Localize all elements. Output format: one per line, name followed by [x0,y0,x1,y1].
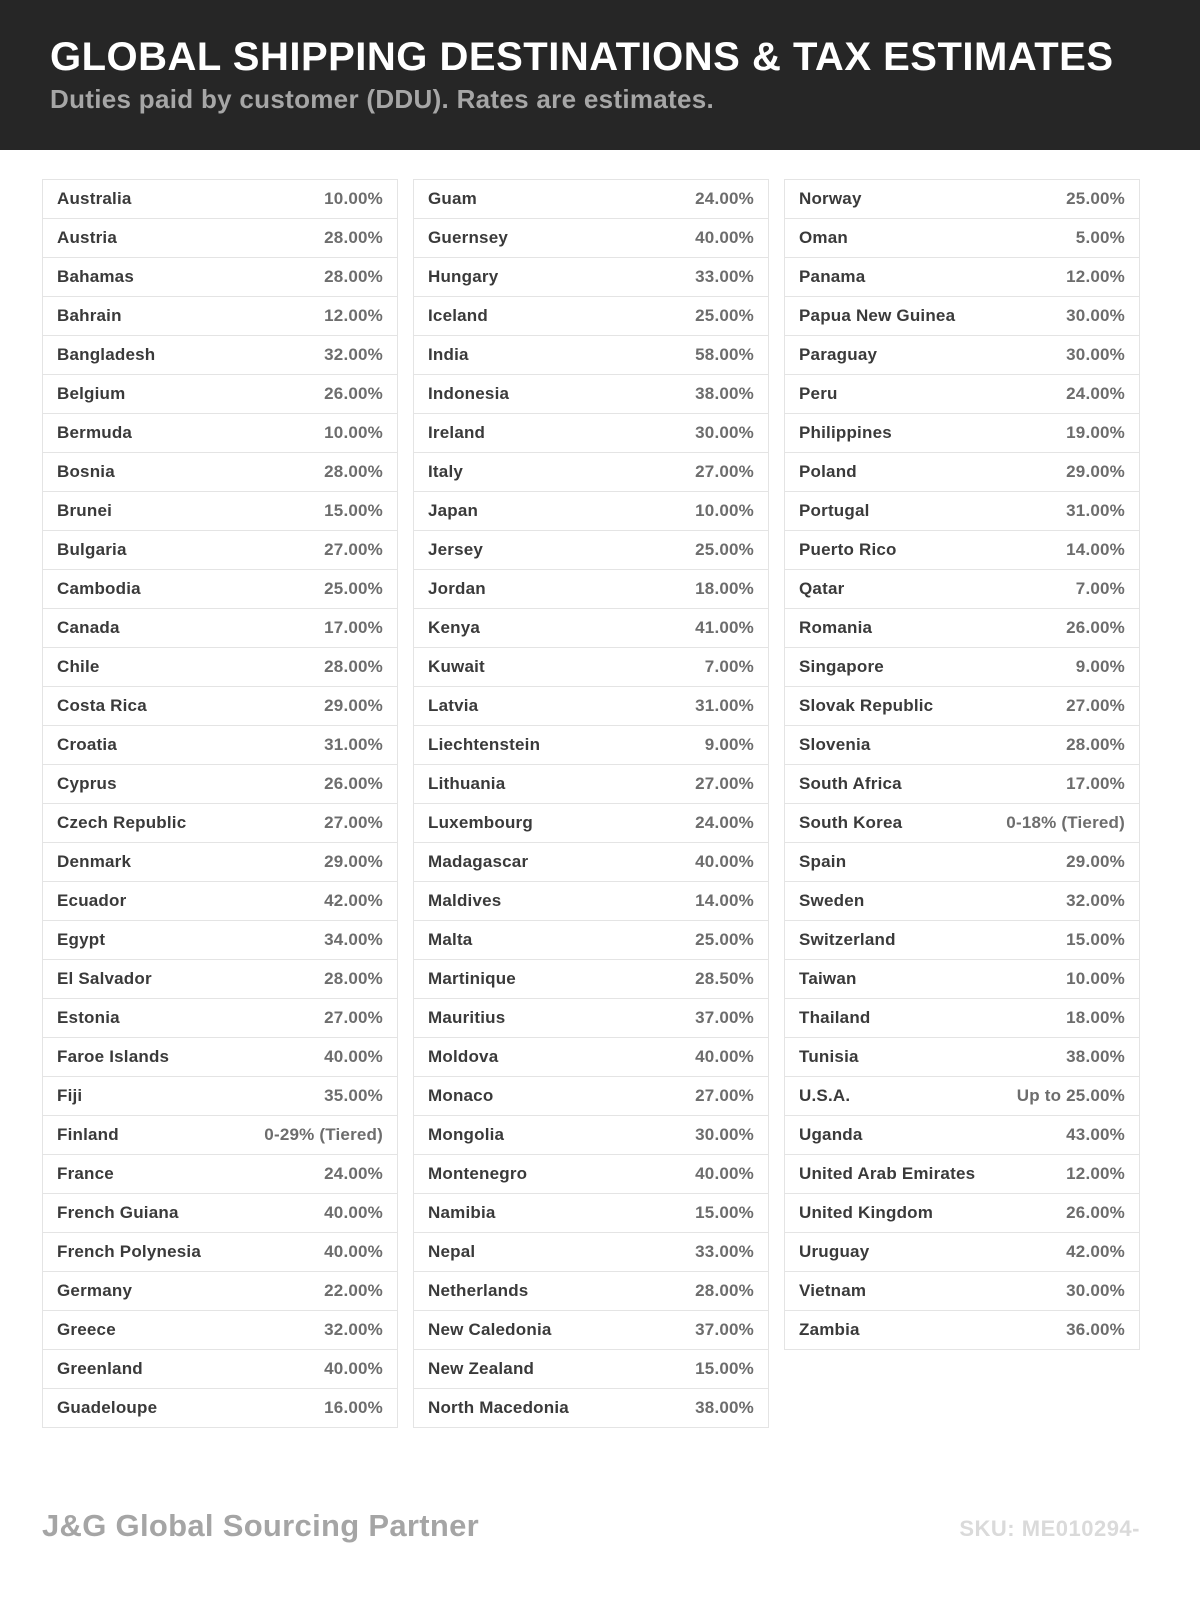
table-row [414,1350,768,1389]
country-name: Mongolia [428,1125,505,1144]
table-row [414,843,768,882]
country-name: Namibia [428,1203,496,1222]
country-name: Zambia [799,1320,860,1339]
table-row [785,648,1139,687]
tax-rate: 31.00% [1066,501,1125,520]
tax-rate: 25.00% [1066,189,1125,208]
tax-rate: 27.00% [695,1086,754,1105]
table-row [414,609,768,648]
country-name: Bangladesh [57,345,156,364]
table-row [785,453,1139,492]
table-row [43,1077,397,1116]
tax-rate: 24.00% [695,189,754,208]
tax-rate: 30.00% [695,423,754,442]
table-row [414,1233,768,1272]
tax-rate: 10.00% [324,189,383,208]
table-row [785,258,1139,297]
tax-rate: 41.00% [695,618,754,637]
tax-rate: 16.00% [324,1398,383,1417]
country-name: Canada [57,618,120,637]
country-name: Greece [57,1320,116,1339]
country-name: United Arab Emirates [799,1164,976,1183]
table-row [785,687,1139,726]
table-row [785,375,1139,414]
tax-rate: 29.00% [1066,852,1125,871]
table-row [414,414,768,453]
table-row [785,219,1139,258]
tax-rate: 22.00% [324,1281,383,1300]
tax-rate: 25.00% [695,306,754,325]
country-name: Paraguay [799,345,878,364]
table-row [43,960,397,999]
tax-rate: 29.00% [1066,462,1125,481]
country-name: Switzerland [799,930,896,949]
tax-rate: 35.00% [324,1086,383,1105]
country-name: Montenegro [428,1164,528,1183]
table-row [414,219,768,258]
table-row [414,882,768,921]
table-row [414,258,768,297]
table-row [785,1233,1139,1272]
table-row [785,804,1139,843]
tax-rate: 17.00% [324,618,383,637]
table-row [43,375,397,414]
table-row [43,1389,397,1428]
table-row [785,726,1139,765]
table-row [414,1194,768,1233]
country-name: Slovak Republic [799,696,934,715]
tax-rate: 25.00% [324,579,383,598]
country-name: Denmark [57,852,132,871]
tax-rate: 43.00% [1066,1125,1125,1144]
tax-rate: 10.00% [695,501,754,520]
table-row [414,1077,768,1116]
table-row [785,999,1139,1038]
table-row [785,336,1139,375]
tax-rate: 42.00% [324,891,383,910]
country-name: Moldova [428,1047,499,1066]
tax-rate: 7.00% [1075,579,1125,598]
country-name: Norway [799,189,862,208]
tax-rate: 27.00% [324,540,383,559]
tax-rate: 37.00% [695,1008,754,1027]
table-row [785,1272,1139,1311]
country-name: Guadeloupe [57,1398,158,1417]
tax-rate: 28.00% [1066,735,1125,754]
table-row [43,336,397,375]
table-row [43,297,397,336]
tax-rate: 30.00% [1066,345,1125,364]
tax-rate: Up to 25.00% [1016,1086,1125,1105]
country-name: Papua New Guinea [799,306,956,325]
page-title: GLOBAL SHIPPING DESTINATIONS & TAX ESTIMATES [50,35,1114,80]
table-row [414,726,768,765]
table-row [43,1350,397,1389]
tax-rate: 38.00% [695,1398,754,1417]
tax-rate: 9.00% [704,735,754,754]
tax-rate: 26.00% [324,774,383,793]
tax-rate: 25.00% [695,930,754,949]
country-name: Jordan [428,579,486,598]
country-name: South Korea [799,813,903,832]
table-row [43,531,397,570]
page-subtitle: Duties paid by customer (DDU). Rates are estimates. [50,84,715,115]
country-name: Tunisia [799,1047,859,1066]
country-name: Latvia [428,696,479,715]
tax-rate: 40.00% [324,1047,383,1066]
table-row [43,1272,397,1311]
tax-rate: 40.00% [695,228,754,247]
table-row [43,219,397,258]
table-row [785,921,1139,960]
table-row [43,180,397,219]
tax-rate: 42.00% [1066,1242,1125,1261]
country-name: Ecuador [57,891,127,910]
country-name: Croatia [57,735,117,754]
tax-rate: 32.00% [1066,891,1125,910]
country-name: North Macedonia [428,1398,569,1417]
tax-rate: 27.00% [695,462,754,481]
tax-rate: 30.00% [1066,1281,1125,1300]
country-name: Italy [428,462,464,481]
table-row [785,1077,1139,1116]
tax-rate: 7.00% [704,657,754,676]
country-name: Thailand [799,1008,871,1027]
table-row [785,960,1139,999]
table-row [43,804,397,843]
tax-rate: 40.00% [324,1359,383,1378]
table-row [414,375,768,414]
tax-rate: 9.00% [1075,657,1125,676]
country-name: Faroe Islands [57,1047,170,1066]
table-row [414,1116,768,1155]
country-name: Philippines [799,423,892,442]
country-name: Austria [57,228,117,247]
table-row [43,648,397,687]
table-row [414,960,768,999]
table-row [43,765,397,804]
tax-rate: 37.00% [695,1320,754,1339]
brand-name: J&G Global Sourcing Partner [42,1508,480,1543]
country-name: Bosnia [57,462,115,481]
table-row [43,453,397,492]
country-name: Puerto Rico [799,540,897,559]
country-name: Qatar [799,579,845,598]
table-row [785,1311,1139,1350]
country-name: Germany [57,1281,133,1300]
country-name: New Zealand [428,1359,535,1378]
tax-rate: 28.00% [324,462,383,481]
country-name: Romania [799,618,873,637]
country-name: Poland [799,462,857,481]
table-row [414,1038,768,1077]
table-row [414,336,768,375]
country-name: Uganda [799,1125,863,1144]
tax-rate: 58.00% [695,345,754,364]
tax-rate: 14.00% [1066,540,1125,559]
tax-rate: 40.00% [324,1242,383,1261]
table-row [785,570,1139,609]
tax-rate: 29.00% [324,696,383,715]
header-banner [0,0,1200,150]
table-row [414,921,768,960]
country-name: Netherlands [428,1281,529,1300]
table-row [414,453,768,492]
tax-rate: 30.00% [1066,306,1125,325]
tax-rate: 26.00% [1066,1203,1125,1222]
country-name: French Polynesia [57,1242,201,1261]
table-row [414,1155,768,1194]
tax-rate: 33.00% [695,1242,754,1261]
table-row [414,648,768,687]
table-row [785,843,1139,882]
table-row [785,297,1139,336]
table-row [414,180,768,219]
table-row [414,570,768,609]
tax-rate: 31.00% [324,735,383,754]
table-row [785,1038,1139,1077]
country-name: Cyprus [57,774,117,793]
tax-rate: 28.00% [324,267,383,286]
table-row [785,765,1139,804]
table-row [414,1272,768,1311]
country-name: El Salvador [57,969,152,988]
country-name: Iceland [428,306,488,325]
country-name: Luxembourg [428,813,533,832]
country-name: Madagascar [428,852,529,871]
country-name: French Guiana [57,1203,179,1222]
tax-rate: 31.00% [695,696,754,715]
country-name: Oman [799,228,848,247]
table-row [43,258,397,297]
rates-column-3 [784,179,1140,1350]
table-row [785,414,1139,453]
country-name: Australia [57,189,132,208]
table-row [43,999,397,1038]
country-name: Peru [799,384,838,403]
country-name: Costa Rica [57,696,147,715]
country-name: Japan [428,501,479,520]
country-name: Singapore [799,657,884,676]
table-row [414,999,768,1038]
page-footer [42,1508,1140,1544]
table-row [414,297,768,336]
tax-rate: 18.00% [1066,1008,1125,1027]
country-name: Egypt [57,930,106,949]
country-name: Mauritius [428,1008,506,1027]
table-row [43,1194,397,1233]
tax-rate: 26.00% [1066,618,1125,637]
table-row [785,1116,1139,1155]
country-name: United Kingdom [799,1203,934,1222]
table-row [785,1155,1139,1194]
tax-rate: 26.00% [324,384,383,403]
country-name: Vietnam [799,1281,867,1300]
country-name: Liechtenstein [428,735,541,754]
country-name: Monaco [428,1086,494,1105]
country-name: Malta [428,930,473,949]
country-name: Kuwait [428,657,485,676]
table-row [43,492,397,531]
country-name: Jersey [428,540,484,559]
table-row [785,180,1139,219]
table-row [414,804,768,843]
country-name: Taiwan [799,969,857,988]
country-name: Uruguay [799,1242,870,1261]
country-name: Cambodia [57,579,141,598]
table-row [414,1311,768,1350]
table-row [43,414,397,453]
tax-rate: 38.00% [695,384,754,403]
tax-rate: 12.00% [1066,1164,1125,1183]
country-name: South Africa [799,774,902,793]
country-name: Guernsey [428,228,509,247]
table-row [785,1194,1139,1233]
country-name: India [428,345,469,364]
country-name: Maldives [428,891,502,910]
table-row [785,609,1139,648]
country-name: Bermuda [57,423,133,442]
country-name: Kenya [428,618,481,637]
country-name: Belgium [57,384,126,403]
country-name: Chile [57,657,100,676]
country-name: U.S.A. [799,1086,851,1105]
tax-rate: 38.00% [1066,1047,1125,1066]
country-name: Finland [57,1125,119,1144]
tax-rate: 15.00% [324,501,383,520]
tax-rate: 32.00% [324,345,383,364]
tax-rate: 12.00% [1066,267,1125,286]
tax-rate: 27.00% [324,813,383,832]
country-name: Bahamas [57,267,134,286]
table-row [785,882,1139,921]
tax-rate: 33.00% [695,267,754,286]
table-row [43,570,397,609]
tax-rate: 17.00% [1066,774,1125,793]
country-name: Portugal [799,501,870,520]
country-name: Fiji [57,1086,83,1105]
tax-rate: 27.00% [1066,696,1125,715]
country-name: Slovenia [799,735,871,754]
country-name: France [57,1164,114,1183]
tax-rate: 27.00% [324,1008,383,1027]
tax-rate: 14.00% [695,891,754,910]
tax-rate: 32.00% [324,1320,383,1339]
tax-rate: 40.00% [695,852,754,871]
country-name: Lithuania [428,774,506,793]
rates-table [42,179,1140,1428]
country-name: Ireland [428,423,486,442]
tax-rate: 40.00% [324,1203,383,1222]
table-row [43,1116,397,1155]
country-name: Greenland [57,1359,143,1378]
table-row [43,609,397,648]
table-row [43,882,397,921]
country-name: Hungary [428,267,499,286]
country-name: Sweden [799,891,865,910]
table-row [785,531,1139,570]
country-name: New Caledonia [428,1320,552,1339]
table-row [43,843,397,882]
country-name: Indonesia [428,384,510,403]
tax-rate: 25.00% [695,540,754,559]
country-name: Bahrain [57,306,122,325]
tax-rate: 28.00% [324,969,383,988]
tax-rate: 5.00% [1075,228,1125,247]
country-name: Guam [428,189,477,208]
tax-rate: 18.00% [695,579,754,598]
rates-column-2 [413,179,769,1428]
tax-rate: 10.00% [1066,969,1125,988]
table-row [43,1038,397,1077]
country-name: Brunei [57,501,113,520]
table-row [43,1311,397,1350]
tax-rate: 28.50% [695,969,754,988]
tax-rate: 0-29% (Tiered) [264,1125,383,1144]
tax-rate: 29.00% [324,852,383,871]
table-row [414,531,768,570]
tax-rate: 40.00% [695,1047,754,1066]
table-row [43,687,397,726]
tax-rate: 0-18% (Tiered) [1006,813,1125,832]
tax-rate: 15.00% [695,1359,754,1378]
tax-rate: 24.00% [324,1164,383,1183]
table-row [43,921,397,960]
table-row [414,1389,768,1428]
table-row [414,765,768,804]
tax-rate: 28.00% [324,228,383,247]
tax-rate: 34.00% [324,930,383,949]
tax-rate: 27.00% [695,774,754,793]
country-name: Estonia [57,1008,120,1027]
country-name: Spain [799,852,847,871]
table-row [43,726,397,765]
tax-rate: 19.00% [1066,423,1125,442]
country-name: Czech Republic [57,813,187,832]
tax-rate: 15.00% [1066,930,1125,949]
table-row [414,687,768,726]
country-name: Panama [799,267,866,286]
tax-rate: 36.00% [1066,1320,1125,1339]
tax-rate: 10.00% [324,423,383,442]
sku-label: SKU: ME010294- [959,1516,1140,1541]
country-name: Nepal [428,1242,476,1261]
tax-rate: 24.00% [695,813,754,832]
table-row [43,1233,397,1272]
tax-rate: 28.00% [695,1281,754,1300]
table-row [414,492,768,531]
tax-rate: 24.00% [1066,384,1125,403]
tax-rate: 28.00% [324,657,383,676]
tax-rate: 40.00% [695,1164,754,1183]
rates-column-1 [42,179,398,1428]
country-name: Bulgaria [57,540,127,559]
table-row [43,1155,397,1194]
table-row [785,492,1139,531]
tax-rate: 15.00% [695,1203,754,1222]
tax-rate: 30.00% [695,1125,754,1144]
country-name: Martinique [428,969,516,988]
tax-rate: 12.00% [324,306,383,325]
